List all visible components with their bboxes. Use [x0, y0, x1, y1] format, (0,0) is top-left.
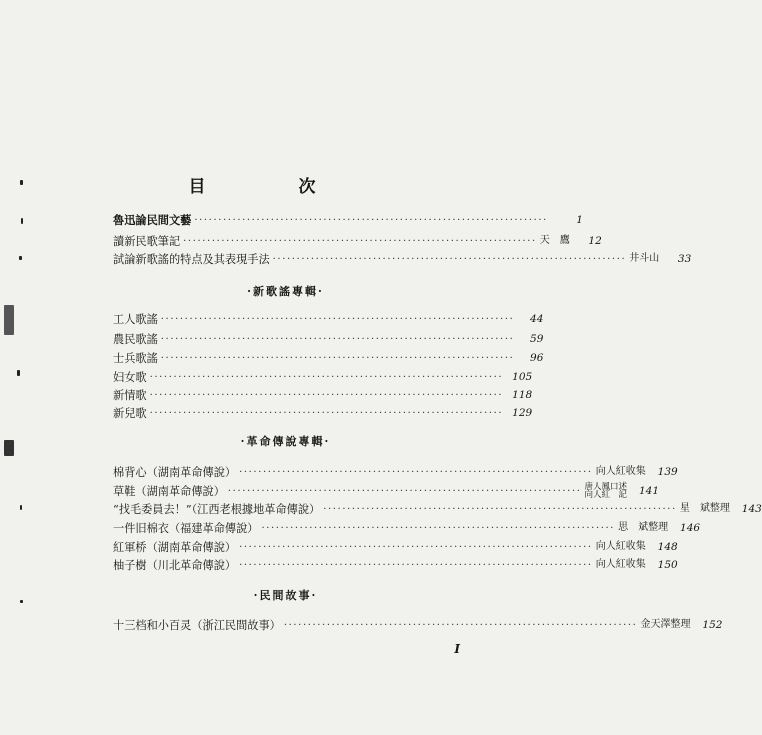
entry-title: 讀新民歌筆記 — [113, 235, 181, 248]
toc-entry — [113, 501, 762, 517]
entry-page: 33 — [677, 253, 692, 265]
entry-author: 星 斌整理 — [679, 503, 730, 514]
entry-page: 141 — [638, 485, 660, 497]
binding-edge — [0, 0, 40, 735]
entry-title: 農民歌謠 — [113, 333, 158, 346]
leader-dots: ·········································································· — [239, 466, 593, 478]
entry-title: 工人歌謠 — [113, 313, 158, 326]
binding-mark — [20, 600, 23, 603]
entry-page: 139 — [657, 466, 678, 478]
toc-entry — [113, 311, 544, 327]
toc-entry — [113, 387, 533, 403]
entry-page: 143 — [741, 503, 762, 515]
toc-entry — [113, 350, 544, 366]
leader-dots: ·········································································· — [160, 333, 515, 345]
toc-entry — [113, 233, 602, 249]
entry-title: 紅軍桥（湖南革命傳說） — [113, 541, 237, 554]
leader-dots: ·········································································· — [283, 619, 638, 631]
section-heading: ·革命傳說專輯· — [240, 435, 331, 448]
entry-author: 思 斌整理 — [618, 522, 669, 533]
leader-dots: ·········································································· — [149, 371, 504, 383]
page-folio: I — [454, 642, 460, 656]
toc-entry — [113, 251, 692, 267]
entry-title: 柚子樹（川北革命傳說） — [113, 559, 237, 572]
leader-dots: ·········································································· — [272, 253, 627, 265]
leader-dots: ·········································································· — [239, 541, 593, 553]
entry-author: 向人紅收集 — [595, 541, 646, 552]
entry-page: 148 — [657, 541, 678, 553]
entry-page: 152 — [702, 619, 723, 631]
leader-dots: ·········································································· — [149, 407, 504, 419]
leader-dots: ·········································································· — [149, 389, 504, 401]
entry-title: 一件旧棉衣（福建革命傳說） — [113, 522, 259, 535]
entry-author: 天 鷹 — [539, 235, 570, 246]
entry-title: 十三档和小百灵（浙江民間故事） — [113, 619, 281, 632]
entry-title: 草鞋（湖南革命傳說） — [113, 485, 225, 498]
entry-title: 新兒歌 — [113, 407, 147, 420]
leader-dots: ·········································································· — [227, 485, 582, 497]
entry-page: 12 — [588, 235, 602, 247]
binding-mark — [21, 218, 23, 224]
page-title: 目 次 — [188, 177, 354, 197]
entry-title: 新情歌 — [113, 389, 147, 402]
toc-entry — [113, 539, 678, 555]
section-heading: ·新歌謠專輯· — [247, 285, 324, 298]
section-heading: ·民間故事· — [253, 589, 318, 602]
entry-page: 96 — [530, 352, 544, 364]
binding-mark — [17, 370, 20, 376]
binding-mark — [4, 440, 14, 456]
entry-page: 1 — [576, 214, 583, 226]
entry-author: 向人紅收集 — [595, 466, 646, 477]
entry-page: 129 — [512, 407, 533, 419]
entry-page: 105 — [512, 371, 533, 383]
toc-entry — [113, 482, 660, 500]
leader-dots: ·········································································· — [160, 352, 515, 364]
toc-entry — [113, 331, 544, 347]
toc-entry — [113, 520, 701, 536]
entry-page: 118 — [512, 389, 533, 401]
entry-title: 試論新歌謠的特点及其表現手法 — [113, 253, 270, 266]
entry-page: 146 — [680, 522, 701, 534]
entry-author: 唐人鳳口述 向人紅 記 — [584, 482, 628, 500]
leader-dots: ·········································································· — [239, 559, 593, 571]
binding-mark — [4, 305, 14, 335]
entry-page: 44 — [530, 313, 544, 325]
leader-dots: ·········································································· — [194, 214, 548, 226]
binding-mark — [19, 256, 22, 260]
entry-title: 妇女歌 — [113, 371, 147, 384]
leader-dots: ·········································································· — [160, 313, 515, 325]
entry-author: 井斗山 — [629, 253, 660, 264]
leader-dots: ·········································································· — [323, 503, 677, 515]
toc-entry — [113, 557, 678, 573]
entry-title: 士兵歌謠 — [113, 352, 158, 365]
leader-dots: ·········································································· — [261, 522, 616, 534]
leader-dots: ·········································································· — [183, 235, 537, 247]
entry-author: 向人紅收集 — [595, 559, 646, 570]
entry-author: 金天澤整理 — [640, 619, 691, 630]
toc-entry — [113, 617, 723, 633]
toc-entry — [113, 212, 583, 228]
binding-mark — [20, 505, 22, 510]
entry-title: 魯迅論民間文藝 — [113, 213, 192, 227]
toc-entry — [113, 464, 678, 480]
entry-title: “找毛委員去！”（江西老根據地革命傳說） — [113, 503, 321, 516]
entry-page: 59 — [530, 333, 544, 345]
entry-title: 棉背心（湖南革命傳說） — [113, 466, 237, 479]
entry-page: 150 — [657, 559, 678, 571]
toc-entry — [113, 405, 533, 421]
toc-entry — [113, 369, 533, 385]
